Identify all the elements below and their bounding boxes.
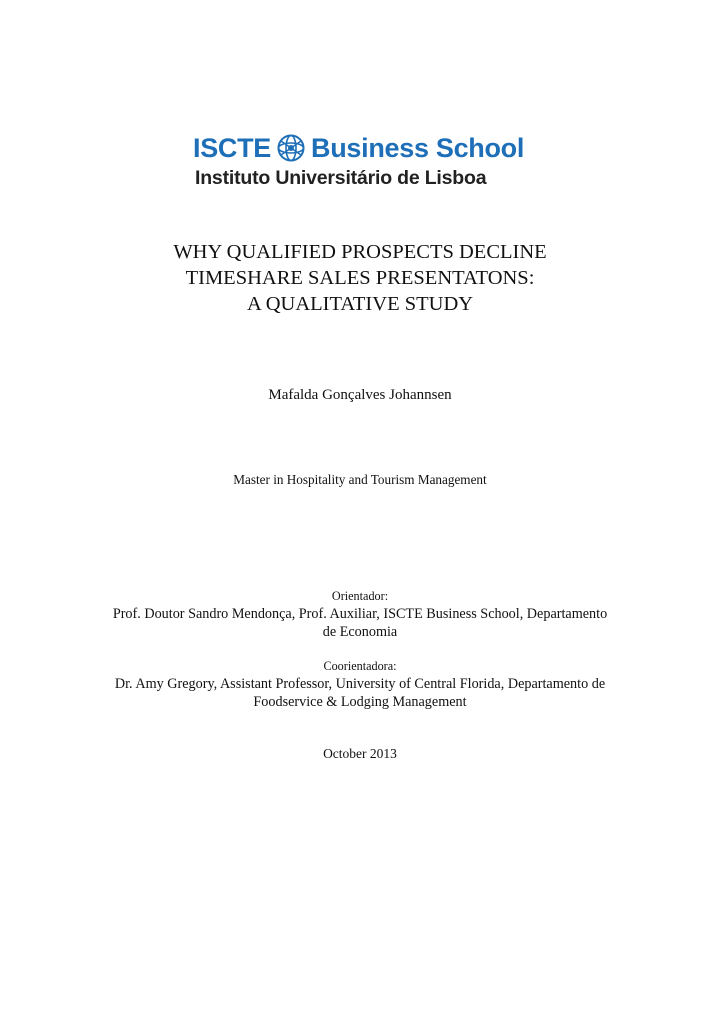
supervisor-line-1: Prof. Doutor Sandro Mendonça, Prof. Auxiliar, ISCTE Business School, Departamento [112, 606, 608, 622]
logo-business-school-text: Business School [311, 132, 525, 163]
submission-date: October 2013 [323, 746, 397, 761]
supervisor-details [0, 605, 720, 641]
logo-iscte-text: ISCTE [193, 132, 272, 163]
title-line-2: TIMESHARE SALES PRESENTATONS: [185, 267, 535, 289]
supervisor-line-2: de Economia [322, 624, 398, 640]
cosupervisor-line-1: Dr. Amy Gregory, Assistant Professor, University of Central Florida, Departamento de [114, 676, 606, 692]
cosupervisor-line-2: Foodservice & Lodging Management [253, 694, 467, 710]
iscte-logo [193, 132, 533, 192]
author-name: Mafalda Gonçalves Johannsen [268, 387, 452, 403]
cosupervisor-label: Coorientadora: [323, 659, 397, 673]
logo-main-line [193, 132, 524, 164]
logo-subtitle: Instituto Universitário de Lisboa [195, 167, 487, 189]
degree-name: Master in Hospitality and Tourism Management [233, 472, 487, 487]
title-line-1: WHY QUALIFIED PROSPECTS DECLINE [173, 241, 547, 263]
supervisor-label: Orientador: [331, 589, 389, 603]
title-line-3: A QUALITATIVE STUDY [246, 293, 474, 315]
thesis-title [0, 239, 720, 317]
cosupervisor-details [0, 675, 720, 711]
globe-emblem-icon [277, 134, 305, 162]
